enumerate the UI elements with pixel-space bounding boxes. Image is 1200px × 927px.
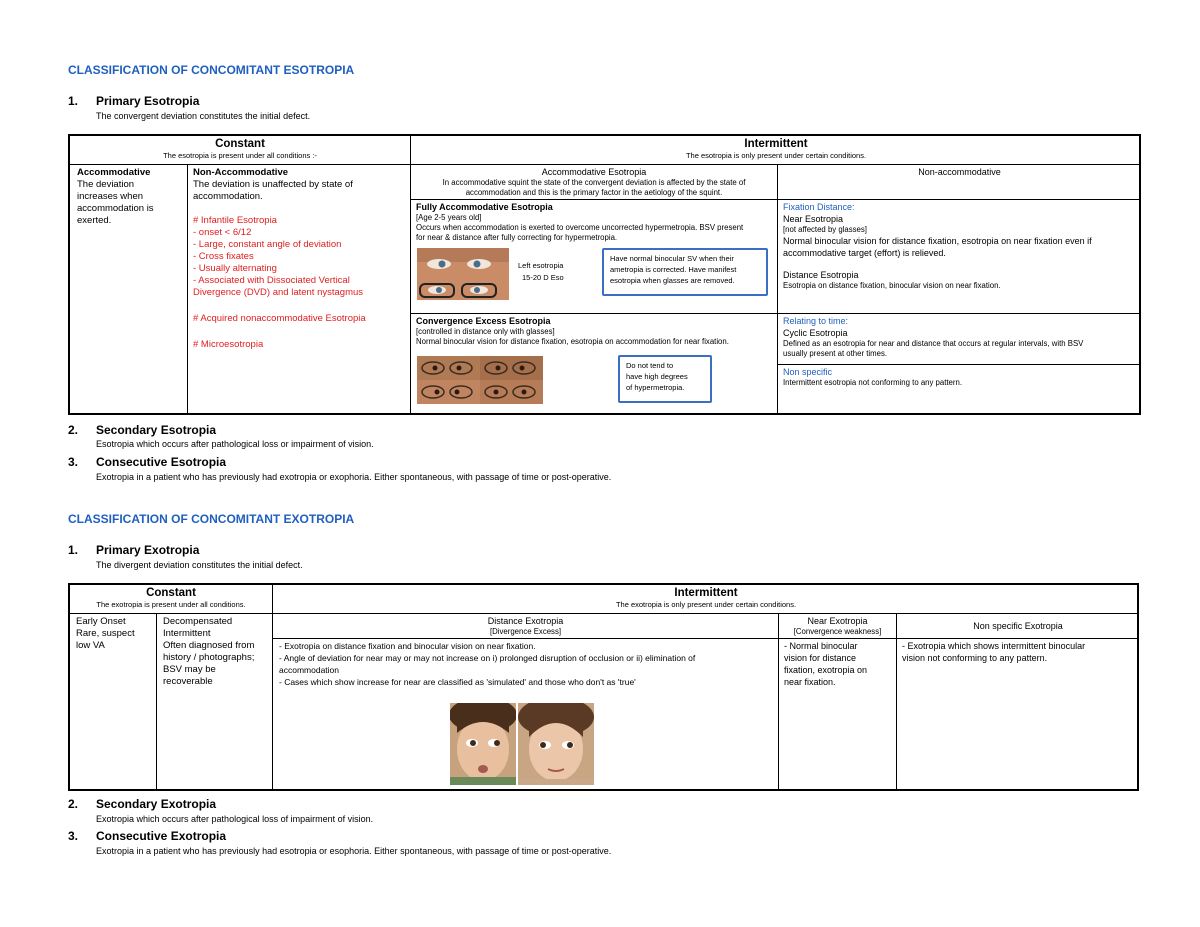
near-exotropia-line: - Normal binocular xyxy=(784,641,858,651)
cyclic-esotropia-line: usually present at other times. xyxy=(783,349,888,358)
fully-accommodative-line: [Age 2-5 years old] xyxy=(416,213,482,222)
primary-esotropia-number: 1. xyxy=(68,94,79,108)
decompensated-line: Decompensated xyxy=(163,616,233,627)
convergence-excess-line: Normal binocular vision for distance fixation, esotropia on accommodation for near fixation. xyxy=(416,337,729,346)
exo-constant-subtitle: The exotropia is present under all conditions. xyxy=(96,600,246,609)
decompensated-line: Often diagnosed from xyxy=(163,640,255,651)
secondary-exotropia-number: 2. xyxy=(68,797,79,811)
infantile-line: - Large, constant angle of deviation xyxy=(193,239,342,250)
exo-intermittent-title: Intermittent xyxy=(674,587,738,599)
distance-exotropia-line: - Cases which show increase for near are classified as 'simulated' and those who don't as 'true' xyxy=(279,677,636,687)
convergence-excess-line: [controlled in distance only with glasses] xyxy=(416,327,555,336)
convergence-excess-note xyxy=(618,355,712,403)
intermittent-subtitle: The esotropia is only present under certain conditions. xyxy=(685,151,867,160)
note-line: have high degrees xyxy=(626,372,688,381)
near-exotropia-title: Near Exotropia xyxy=(807,616,868,626)
exo-constant-header xyxy=(70,585,272,613)
exotropia-table xyxy=(68,583,1139,791)
near-esotropia-sub: [not affected by glasses] xyxy=(783,225,867,234)
near-exotropia-line: vision for distance xyxy=(784,653,857,663)
nonspecific-exotropia-line: - Exotropia which shows intermittent binocular xyxy=(902,641,1086,651)
accommodative-title: Accommodative xyxy=(77,167,151,178)
esotropia-table xyxy=(68,134,1141,415)
cyclic-esotropia-title: Cyclic Esotropia xyxy=(783,328,848,338)
non-specific-title: Non specific xyxy=(783,367,833,377)
distance-exotropia-header xyxy=(273,614,778,638)
distance-exotropia-photo-2 xyxy=(518,703,594,785)
accommodative-line: accommodation is xyxy=(77,203,154,214)
int-nonaccommodative-title: Non-accommodative xyxy=(918,167,1001,177)
note-line: of hypermetropia. xyxy=(626,383,685,392)
relating-to-time-cell xyxy=(780,314,1141,364)
early-onset-cell xyxy=(73,615,156,675)
int-accommodative-title: Accommodative Esotropia xyxy=(541,167,647,177)
decompensated-line: BSV may be xyxy=(163,664,216,675)
fully-accommodative-note xyxy=(602,248,768,296)
primary-esotropia-desc: The convergent deviation constitutes the initial defect. xyxy=(96,111,311,121)
nonspecific-exotropia-line: vision not conforming to any pattern. xyxy=(902,653,1048,663)
decompensated-line: recoverable xyxy=(163,676,213,687)
exo-constant-title: Constant xyxy=(146,587,196,599)
note-line: ametropia is corrected. Have manifest xyxy=(610,265,737,274)
int-accommodative-line: In accommodative squint the state of the convergent deviation is affected by the state of xyxy=(442,178,746,187)
consecutive-esotropia-desc: Exotropia in a patient who has previously had exotropia or exophoria. Either spontaneous, with passage of time or post-operative. xyxy=(96,472,612,482)
primary-exotropia-number: 1. xyxy=(68,543,79,557)
relating-to-time-title: Relating to time: xyxy=(783,316,849,326)
near-exotropia-line: fixation, exotropia on xyxy=(784,665,868,675)
note-line: esotropia when glasses are removed. xyxy=(610,276,735,285)
consecutive-esotropia-number: 3. xyxy=(68,455,79,469)
distance-exotropia-line: - Angle of deviation for near may or may not increase on i) prolonged disruption of occlusion or ii) elimination of xyxy=(279,653,696,663)
near-exotropia-line: near fixation. xyxy=(784,677,836,687)
infantile-line: # Infantile Esotropia xyxy=(193,215,277,226)
distance-esotropia-title: Distance Esotropia xyxy=(783,270,859,280)
distance-exotropia-cell xyxy=(276,639,778,699)
constant-title: Constant xyxy=(215,138,265,150)
nonspecific-exotropia-header xyxy=(897,614,1139,638)
near-esotropia-title: Near Esotropia xyxy=(783,214,844,224)
constant-header xyxy=(70,136,410,164)
cyclic-esotropia-line: Defined as an esotropia for near and distance that occurs at regular intervals, with BSV xyxy=(783,339,1084,348)
consecutive-exotropia-desc: Exotropia in a patient who has previously had esotropia or esophoria. Either spontaneous, with passage of time or post-operative. xyxy=(96,846,612,856)
infantile-line: - Cross fixates xyxy=(193,251,254,262)
non-accommodative-line: The deviation is unaffected by state of xyxy=(193,179,353,190)
fixation-distance-title: Fixation Distance: xyxy=(783,202,855,212)
consecutive-exotropia-heading: Consecutive Exotropia xyxy=(96,829,227,843)
distance-exotropia-line: accommodation xyxy=(279,665,340,675)
nonspecific-exotropia-cell xyxy=(899,639,1139,679)
infantile-line: - Usually alternating xyxy=(193,263,277,274)
note-line: Do not tend to xyxy=(626,361,674,370)
fully-accommodative-line: Occurs when accommodation is exerted to overcome uncorrected hypermetropia. BSV present xyxy=(416,223,744,232)
primary-exotropia-heading: Primary Exotropia xyxy=(96,543,200,557)
early-onset-line: low VA xyxy=(76,640,105,651)
distance-exotropia-photo-1 xyxy=(450,703,516,785)
distance-exotropia-title: Distance Exotropia xyxy=(487,616,564,626)
fixation-distance-cell xyxy=(780,200,1141,312)
non-specific-cell xyxy=(780,365,1141,405)
convergence-excess-cell xyxy=(413,314,777,354)
note-line: Have normal binocular SV when their xyxy=(610,254,734,263)
secondary-esotropia-heading: Secondary Esotropia xyxy=(96,423,217,437)
nonspecific-exotropia-title: Non specific Exotropia xyxy=(973,621,1063,631)
exo-intermittent-header xyxy=(273,585,1139,613)
microesotropia-line: # Microesotropia xyxy=(193,339,264,350)
non-accommodative-cell xyxy=(190,166,408,411)
secondary-exotropia-heading: Secondary Exotropia xyxy=(96,797,217,811)
accommodative-line: exerted. xyxy=(77,215,112,226)
distance-exotropia-line: - Exotropia on distance fixation and binocular vision on near fixation. xyxy=(279,641,536,651)
int-nonaccommodative-cell xyxy=(778,165,1141,185)
accommodative-line: The deviation xyxy=(77,179,135,190)
decompensated-line: Intermittent xyxy=(163,628,211,639)
accommodative-cell xyxy=(74,166,186,266)
consecutive-esotropia-heading: Consecutive Esotropia xyxy=(96,455,227,469)
near-esotropia-line: Normal binocular vision for distance fixation, esotropia on near fixation even if xyxy=(783,236,1092,246)
early-onset-line: Early Onset xyxy=(76,616,126,627)
secondary-esotropia-number: 2. xyxy=(68,423,79,437)
near-exotropia-sub: [Convergence weakness] xyxy=(793,627,882,636)
left-esotropia-label-line: 15-20 D Eso xyxy=(522,273,564,282)
non-specific-desc: Intermittent esotropia not conforming to any pattern. xyxy=(783,378,962,387)
intermittent-title: Intermittent xyxy=(744,138,808,150)
esotropia-section-title: CLASSIFICATION OF CONCOMITANT ESOTROPIA xyxy=(68,63,355,77)
secondary-exotropia-desc: Exotropia which occurs after pathological loss of impairment of vision. xyxy=(96,814,374,824)
int-accommodative-line: accommodation and this is the primary factor in the aetiology of the squint. xyxy=(465,188,723,197)
fully-accommodative-title: Fully Accommodative Esotropia xyxy=(416,202,553,212)
convergence-excess-photo xyxy=(417,356,543,404)
infantile-line: Divergence (DVD) and latent nystagmus xyxy=(193,287,364,298)
near-exotropia-cell xyxy=(781,639,896,699)
early-onset-line: Rare, suspect xyxy=(76,628,135,639)
infantile-line: - Associated with Dissociated Vertical xyxy=(193,275,350,286)
infantile-line: - onset < 6/12 xyxy=(193,227,252,238)
primary-esotropia-heading: Primary Esotropia xyxy=(96,94,200,108)
distance-esotropia-desc: Esotropia on distance fixation, binocular vision on near fixation. xyxy=(783,281,1001,290)
near-esotropia-line: accommodative target (effort) is relieved. xyxy=(783,248,946,258)
fully-accommodative-line: for near & distance after fully correcting for hypermetropia. xyxy=(416,233,618,242)
non-accommodative-title: Non-Accommodative xyxy=(193,167,289,178)
decompensated-cell xyxy=(160,615,272,715)
left-esotropia-label xyxy=(518,260,564,284)
exotropia-section-title: CLASSIFICATION OF CONCOMITANT EXOTROPIA xyxy=(68,512,355,526)
decompensated-line: history / photographs; xyxy=(163,652,255,663)
fully-accommodative-photo xyxy=(417,248,509,300)
non-accommodative-line: accommodation. xyxy=(193,191,263,202)
acquired-nonaccommodative-line: # Acquired nonaccommodative Esotropia xyxy=(193,313,366,324)
distance-exotropia-sub: [Divergence Excess] xyxy=(489,627,562,636)
near-exotropia-header xyxy=(779,614,896,638)
intermittent-header xyxy=(411,136,1141,164)
accommodative-line: increases when xyxy=(77,191,144,202)
left-esotropia-label-line: Left esotropia xyxy=(518,261,564,270)
secondary-esotropia-desc: Esotropia which occurs after pathological loss or impairment of vision. xyxy=(96,439,374,449)
consecutive-exotropia-number: 3. xyxy=(68,829,79,843)
exo-intermittent-subtitle: The exotropia is only present under certain conditions. xyxy=(615,600,797,609)
int-accommodative-cell xyxy=(411,165,777,199)
constant-subtitle: The esotropia is present under all conditions :- xyxy=(163,151,317,160)
convergence-excess-title: Convergence Excess Esotropia xyxy=(416,316,551,326)
primary-exotropia-desc: The divergent deviation constitutes the initial defect. xyxy=(96,560,303,570)
